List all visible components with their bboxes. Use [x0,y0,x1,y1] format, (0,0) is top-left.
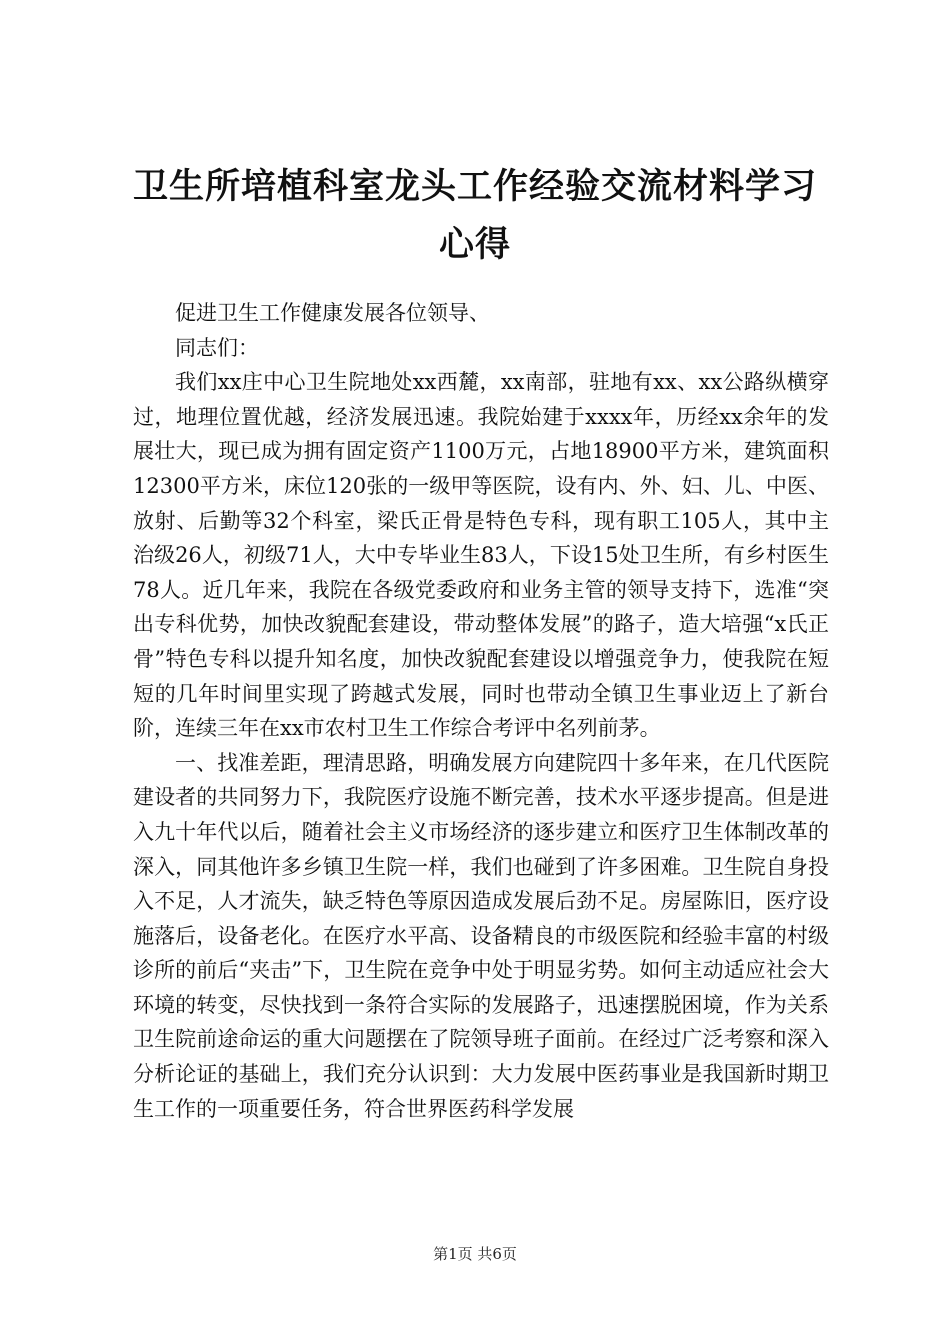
body-paragraph: 一、找准差距，理清思路，明确发展方向建院四十多年来，在几代医院建设者的共同努力下，我院医疗设施不断完善，技术水平逐步提高。但是进入九十年代以后，随着社会主义市场经济的逐步建立和医疗卫生体制改革的深入，同其他许多乡镇卫生院一样，我们也碰到了许多困难。卫生院自身投入不足，人才流失，缺乏特色等原因造成发展后劲不足。房屋陈旧，医疗设施落后，设备老化。在医疗水平高、设备精良的市级医院和经验丰富的村级诊所的前后“夹击”下，卫生院在竞争中处于明显劣势。如何主动适应社会大环境的转变，尽快找到一条符合实际的发展路子，迅速摆脱困境，作为关系卫生院前途命运的重大问题摆在了院领导班子面前。在经过广泛考察和深入分析论证的基础上，我们充分认识到：大力发展中医药事业是我国新时期卫生工作的一项重要任务，符合世界医药科学发展 [133,750,829,1121]
body-paragraph: 同志们： [175,335,259,360]
page-number-footer: 第1页 共6页 [433,1245,517,1263]
document-body [133,296,829,1126]
body-paragraph: 促进卫生工作健康发展各位领导、 [175,301,490,325]
document-title: 卫生所培植科室龙头工作经验交流材料学习心得 [132,166,817,265]
body-paragraph: 我们xx庄中心卫生院地处xx西麓，xx南部，驻地有xx、xx公路纵横穿过，地理位置优越，经济发展迅速。我院始建于xxxx年，历经xx余年的发展壮大，现已成为拥有固定资产1100万元，占地18900平方米，建筑面积12300平方米，床位120张的一级甲等医院，设有内、外、妇、儿、中医、放射、后勤等32个科室，梁氏正骨是特色专科，现有职工105人，其中主治级26人，初级71人，大中专毕业生83人，下设15处卫生所，有乡村医生78人。近几年来，我院在各级党委政府和业务主管的领导支持下，选准“突出专科优势，加快改貌配套建设，带动整体发展”的路子，造大培强“x氏正骨”特色专科以提升知名度，加快改貌配套建设以增强竞争力，使我院在短短的几年时间里实现了跨越式发展，同时也带动全镇卫生事业迈上了新台阶，连续三年在xx市农村卫生工作综合考评中名列前茅。 [133,370,829,741]
